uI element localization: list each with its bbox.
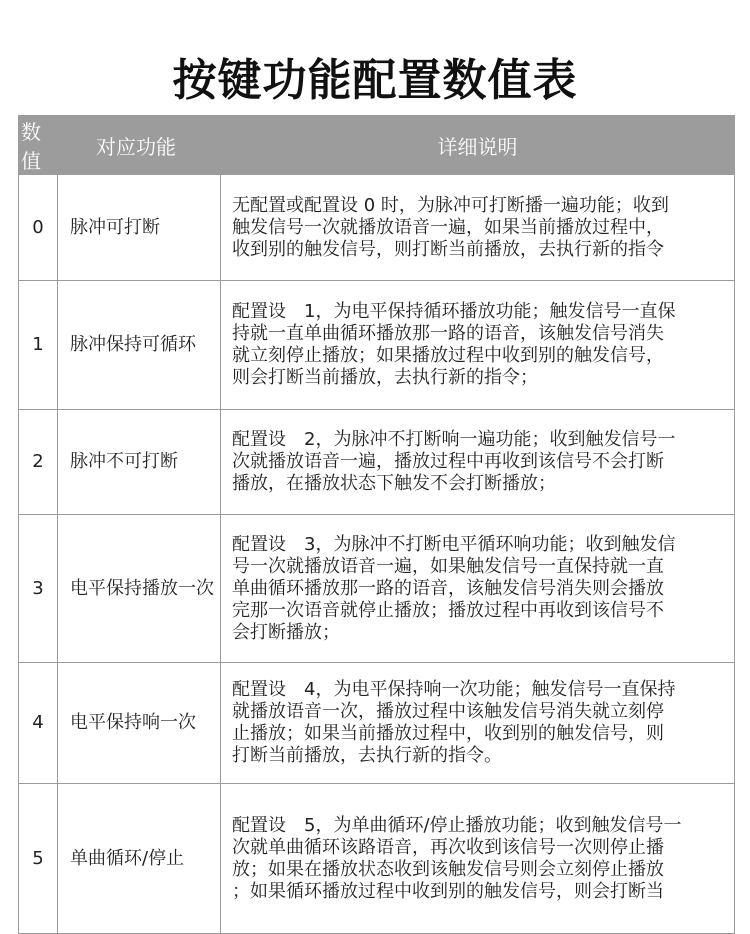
- cell-value: 3: [19, 515, 58, 663]
- detail-line: 次就播放语音一遍，播放过程中再收到该信号不会打断: [232, 451, 664, 472]
- config-table: [18, 115, 735, 934]
- cell-detail: [221, 410, 735, 515]
- detail-line: 完那一次语音就停止播放；播放过程中再收到该信号不: [232, 599, 664, 621]
- detail-line: 无配置或配置设 0 时，为脉冲可打断播一遍功能；收到: [232, 194, 669, 216]
- detail-line: 单曲循环播放那一路的语音，该触发信号消失则会播放: [232, 577, 664, 599]
- table-row: [19, 784, 735, 934]
- header-function: 对应功能: [58, 116, 221, 175]
- header-detail: 详细说明: [221, 116, 735, 175]
- detail-line: 放；如果在播放状态收到该触发信号则会立刻停止播放: [232, 858, 664, 880]
- detail-line: 打断当前播放，去执行新的指令。: [232, 745, 502, 766]
- cell-function: 脉冲不可打断: [58, 410, 221, 515]
- detail-line: ；如果循环播放过程中收到别的触发信号，则会打断当: [232, 880, 664, 902]
- detail-line: 会打断播放；: [232, 621, 340, 643]
- cell-detail: [221, 175, 735, 281]
- detail-line: 配置设 2，为脉冲不打断响一遍功能；收到触发信号一: [232, 429, 676, 450]
- detail-line: 收到别的触发信号，则打断当前播放，去执行新的指令: [232, 238, 664, 260]
- cell-function: 电平保持响一次: [58, 663, 221, 784]
- page-title: 按键功能配置数值表: [172, 55, 578, 106]
- cell-detail: [221, 784, 735, 934]
- cell-function: 单曲循环/停止: [58, 784, 221, 934]
- detail-line: 持就一直单曲循环播放那一路的语音，该触发信号消失: [232, 323, 664, 344]
- detail-line: 止播放；如果当前播放过程中，收到别的触发信号，则: [232, 723, 664, 744]
- cell-function: 脉冲保持可循环: [58, 281, 221, 410]
- cell-detail: [221, 515, 735, 663]
- table-row: [19, 281, 735, 410]
- detail-line: 触发信号一次就播放语音一遍，如果当前播放过程中，: [232, 216, 664, 238]
- table-row: [19, 410, 735, 515]
- detail-line: 配置设 3，为脉冲不打断电平循环响功能；收到触发信: [232, 533, 676, 555]
- detail-line: 就播放语音一次，播放过程中该触发信号消失就立刻停: [232, 701, 664, 722]
- detail-line: 号一次就播放语音一遍，如果触发信号一直保持就一直: [232, 555, 664, 577]
- cell-value: 0: [19, 175, 58, 281]
- header-value: 数值: [19, 116, 58, 175]
- table-row: [19, 175, 735, 281]
- table-header: [19, 116, 735, 175]
- detail-line: 就立刻停止播放；如果播放过程中收到别的触发信号，: [232, 345, 664, 366]
- cell-detail: [221, 281, 735, 410]
- detail-line: 配置设 5，为单曲循环/停止播放功能；收到触发信号一: [232, 814, 682, 836]
- table-row: [19, 663, 735, 784]
- cell-detail: [221, 663, 735, 784]
- cell-value: 1: [19, 281, 58, 410]
- cell-function: 电平保持播放一次: [58, 515, 221, 663]
- cell-value: 5: [19, 784, 58, 934]
- detail-line: 配置设 4，为电平保持响一次功能；触发信号一直保持: [232, 679, 676, 700]
- detail-line: 次就单曲循环该路语音，再次收到该信号一次则停止播: [232, 836, 664, 858]
- detail-line: 播放，在播放状态下触发不会打断播放；: [232, 473, 556, 494]
- cell-function: 脉冲可打断: [58, 175, 221, 281]
- cell-value: 2: [19, 410, 58, 515]
- detail-line: 配置设 1，为电平保持循环播放功能；触发信号一直保: [232, 301, 676, 322]
- detail-line: 则会打断当前播放，去执行新的指令；: [232, 367, 538, 388]
- cell-value: 4: [19, 663, 58, 784]
- table-row: [19, 515, 735, 663]
